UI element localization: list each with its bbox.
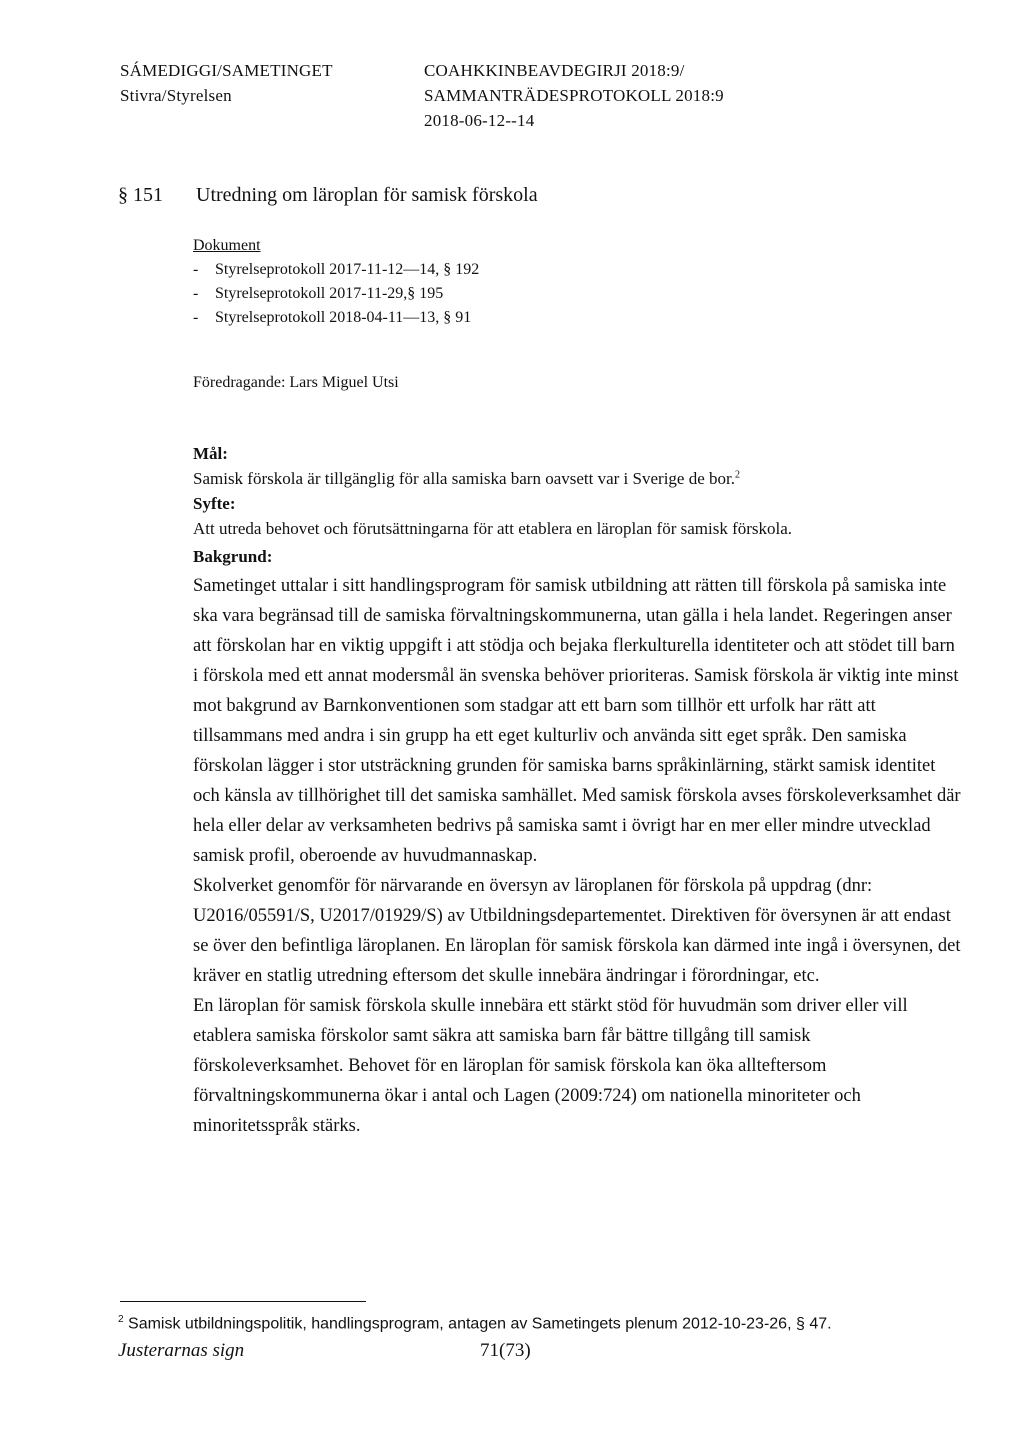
background-paragraph: Skolverket genomför för närvarande en översyn av läroplanen för förskola på uppdrag (dnr: U2016/05591/S, U2017/01929/S) av Utbildningsdepartementet. Direktiven för översynen är att endast se över den befintliga läroplanen. En läroplan för samisk förskola kan därmed inte ingå i översynen, det kräver en statlig utredning eftersom det skulle innebära ändringar i förordningar, etc.	[193, 876, 961, 986]
goal-text-line	[193, 466, 953, 491]
footnote-text: Samisk utbildningspolitik, handlingsprogram, antagen av Sametingets plenum 2012-10-23-26, § 47.	[128, 1315, 832, 1333]
protocol-title-sami: COAHKKINBEAVDEGIRJI 2018:9/	[424, 61, 685, 80]
footnote-divider	[120, 1301, 366, 1302]
background-paragraph: En läroplan för samisk förskola skulle innebära ett stärkt stöd för huvudmän som driver eller vill etablera samiska förskolor samt säkra att samiska barn får bättre tillgång till samisk förskoleverksamhet. Behovet för en läroplan för samisk förskola kan öka allteftersom förvaltningskommunerna ökar i antal och Lagen (2009:724) om nationella minoriteter och minoritetsspråk stärks.	[193, 996, 908, 1136]
goal-purpose-block	[193, 441, 953, 541]
document-item: - Styrelseprotokoll 2017-11-12—14, § 192	[193, 258, 479, 282]
section-heading	[118, 184, 538, 207]
purpose-heading: Syfte:	[193, 494, 236, 513]
purpose-text: Att utreda behovet och förutsättningarna för att etablera en läroplan för samisk förskola.	[193, 519, 793, 538]
document-item: - Styrelseprotokoll 2017-11-29,§ 195	[193, 282, 479, 306]
background-paragraph: Sametinget uttalar i sitt handlingsprogram för samisk utbildning att rätten till förskola på samiska inte ska vara begränsad till de samiska förvaltningskommunerna, utan gälla i hela landet. Regeringen anser att förskolan har en viktig uppgift i att stödja och bejaka flerkulturella identiteter och att stödet till barn i förskola med ett annat modersmål än svenska behöver prioriteras. Samisk förskola är viktig inte minst mot bakgrund av Barnkonventionen som stadgar att ett barn som tillhör ett urfolk har rätt att tillsammans med andra i sin grupp ha ett eget kulturliv och använda sitt eget språk. Den samiska förskolan lägger i stor utsträckning grunden för samiska barns språkinlärning, stärkt samisk identitet och känsla av tillhörighet till det samiska samhället. Med samisk förskola avses förskoleverksamhet där hela eller delar av verksamheten bedrivs på samiska samt i övrigt har en mer eller mindre utvecklad samisk profil, oberoende av huvudmannaskap.	[193, 576, 961, 866]
signature-label: Justerarnas sign	[118, 1340, 245, 1361]
goal-heading: Mål:	[193, 444, 228, 463]
background-heading: Bakgrund:	[193, 547, 273, 566]
org-unit: Stivra/Styrelsen	[120, 86, 232, 105]
protocol-title-swedish: SAMMANTRÄDESPROTOKOLL 2018:9	[424, 86, 724, 105]
documents-list	[193, 258, 479, 330]
page-number: 71(73)	[480, 1340, 531, 1361]
background-block	[193, 543, 963, 1141]
goal-text: Samisk förskola är tillgänglig för alla samiska barn oavsett var i Sverige de bor.	[193, 469, 735, 488]
documents-label: Dokument	[193, 237, 261, 254]
protocol-date: 2018-06-12--14	[424, 111, 535, 130]
header-organization	[120, 58, 333, 108]
section-number: § 151	[118, 184, 163, 206]
document-item: - Styrelseprotokoll 2018-04-11—13, § 91	[193, 306, 479, 330]
footnote-reference: 2	[734, 469, 740, 481]
documents-block	[193, 234, 479, 330]
footnote	[118, 1314, 832, 1333]
footnote-marker: 2	[118, 1314, 124, 1325]
section-title: Utredning om läroplan för samisk förskola	[196, 184, 538, 206]
org-name: SÁMEDIGGI/SAMETINGET	[120, 61, 333, 80]
presenter: Föredragande: Lars Miguel Utsi	[193, 374, 399, 391]
header-protocol	[424, 58, 724, 133]
